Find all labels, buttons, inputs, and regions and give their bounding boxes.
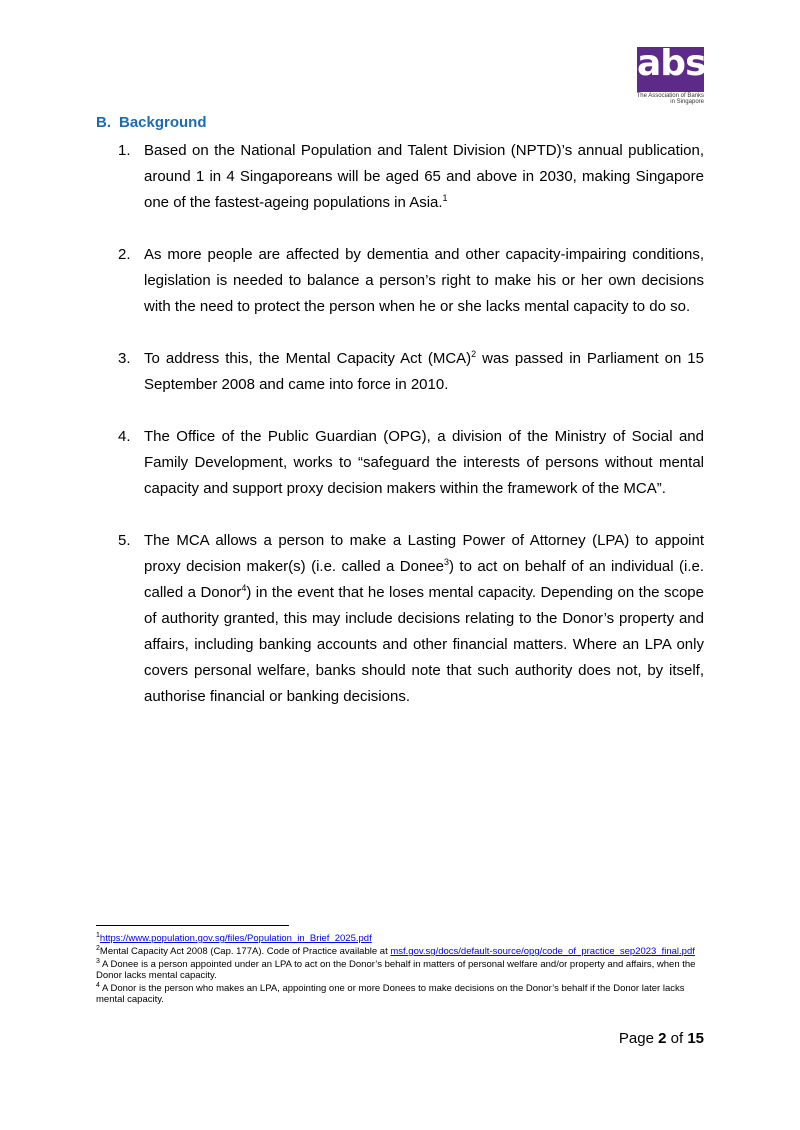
- item-text: To address this, the Mental Capacity Act (MCA): [144, 350, 472, 367]
- footnote-2: [96, 946, 706, 957]
- item-number: 1.: [118, 142, 131, 159]
- item-text: Based on the National Population and Talent Division (NPTD)’s annual publication, around 1 in 4 Singaporeans will be aged 65 and above in 2030, making Singapore one of the fastest-ageing populations in Asia.: [144, 142, 704, 211]
- footnote-text: A Donor is the person who makes an LPA, appointing one or more Donees to make decisions on the Donor’s behalf if the Donor later lacks mental capacity.: [96, 983, 685, 1005]
- page-prefix: Page: [618, 1030, 659, 1047]
- item-text: The Office of the Public Guardian (OPG), a division of the Ministry of Social and Family Development, works to “safeguard the interests of persons without mental capacity and support proxy decision makers within the framework of the MCA”.: [144, 428, 704, 497]
- list-item: [118, 346, 704, 398]
- footnote-1: [96, 933, 706, 944]
- item-text-cont: was passed in Parliament on 15 September 2008 and came into force in 2010.: [144, 350, 704, 393]
- item-text-cont: ) in the event that he loses mental capacity. Depending on the scope of authority granted, this may include decisions relating to the Donor’s property and affairs, including banking accounts and other financial matters. Where an LPA only covers personal welfare, banks should note that such authority does not, by itself, authorise financial or banking decisions.: [144, 584, 704, 705]
- page-total: 15: [687, 1030, 704, 1047]
- footnote-text: Mental Capacity Act 2008 (Cap. 177A). Code of Practice available at: [99, 946, 391, 957]
- section-title: Background: [119, 114, 207, 131]
- section-heading: [96, 114, 215, 131]
- logo-subtitle: [624, 93, 704, 105]
- footnote-ref[interactable]: 1: [442, 193, 448, 203]
- item-text: The MCA allows a person to make a Lasting Power of Attorney (LPA) to appoint proxy decision maker(s) (i.e. called a Donee: [144, 532, 704, 575]
- section-letter: B.: [96, 114, 111, 131]
- item-number: 3.: [118, 350, 131, 367]
- background-list: [118, 138, 704, 736]
- footnote-divider: [96, 925, 289, 926]
- footnote-text: A Donee is a person appointed under an LPA to act on the Donor’s behalf in matters of personal welfare and/or property and affairs, when the Donor lacks mental capacity.: [96, 959, 696, 981]
- footnote-4: [96, 983, 706, 1005]
- page-current: 2: [658, 1030, 667, 1047]
- item-text-cont: ) to act on behalf of an individual (i.e. called a Donor: [144, 558, 704, 601]
- page-number: [619, 1030, 704, 1047]
- logo-box: [637, 43, 706, 92]
- abs-logo: [636, 43, 706, 105]
- item-number: 5.: [118, 532, 131, 549]
- footnote-number: 2: [96, 944, 100, 952]
- list-item: [118, 138, 704, 216]
- logo-subtitle-line2: in Singapore: [670, 99, 704, 105]
- footnote-number: 3: [96, 957, 100, 965]
- footnotes: [96, 933, 706, 1007]
- item-number: 2.: [118, 246, 131, 263]
- footnote-ref[interactable]: 4: [241, 583, 247, 593]
- footnote-ref[interactable]: 3: [444, 557, 450, 567]
- footnote-link[interactable]: https://www.population.gov.sg/files/Population_in_Brief_2025.pdf: [99, 933, 372, 944]
- list-item: [118, 242, 704, 320]
- footnote-number: 1: [96, 931, 100, 939]
- logo-subtitle-line1: The Association of Banks: [636, 93, 704, 99]
- footnote-3: [96, 959, 706, 981]
- page-of: of: [666, 1030, 688, 1047]
- item-text: As more people are affected by dementia and other capacity-impairing conditions, legislation is needed to balance a person’s right to make his or her own decisions with the need to protect the person when he or she lacks mental capacity to do so.: [144, 246, 704, 315]
- list-item: [118, 528, 704, 710]
- list-item: [118, 424, 704, 502]
- footnote-link[interactable]: msf.gov.sg/docs/default-source/opg/code_of_practice_sep2023_final.pdf: [390, 946, 695, 957]
- footnote-ref[interactable]: 2: [471, 349, 477, 359]
- item-number: 4.: [118, 428, 131, 445]
- footnote-number: 4: [96, 981, 100, 989]
- logo-text: abs: [637, 43, 706, 84]
